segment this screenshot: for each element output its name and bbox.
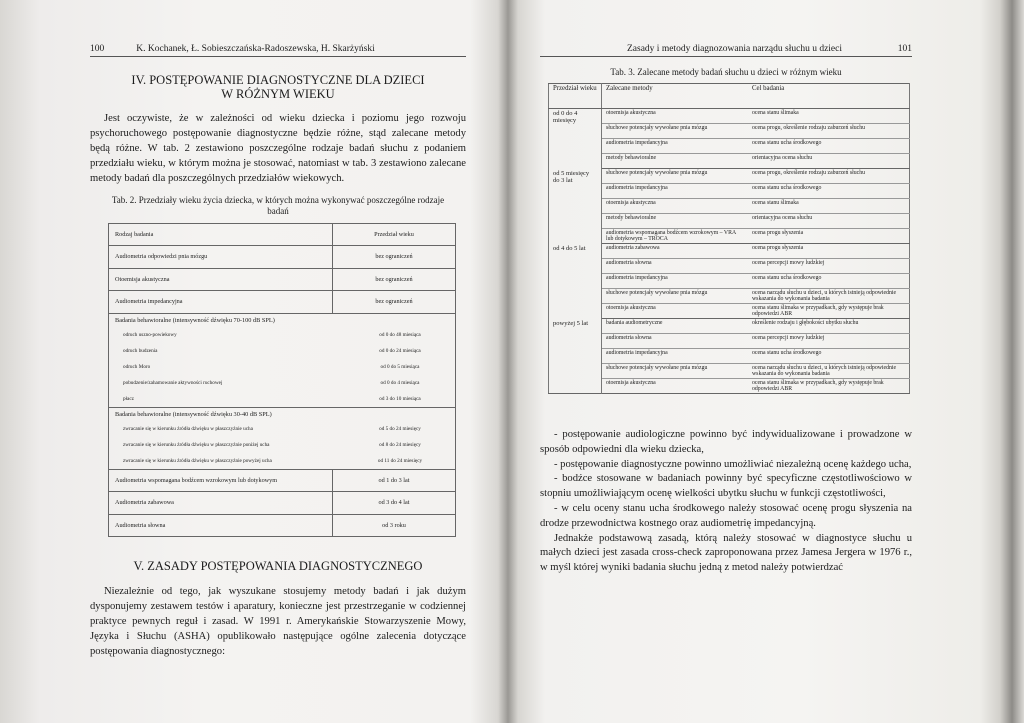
subrow-type: odruch uszno-powiekowy: [123, 331, 177, 338]
table-row: [549, 139, 910, 154]
table-cell-type: Audiometria odpowiedzi pnia mózgu: [109, 246, 333, 269]
table-cell-type: Otoemisja akustyczna: [109, 268, 333, 291]
left-page: [90, 44, 466, 659]
table-cell-goal: ocena percepcji mowy ludzkiej: [748, 259, 910, 274]
section-4-title-line1: IV. POSTĘPOWANIE DIAGNOSTYCZNE DLA DZIECI: [131, 73, 425, 87]
table-subrow: [109, 327, 455, 343]
table-row: [109, 268, 456, 291]
paragraph-principles: Niezależnie od tego, jak wyszukane stosujemy metody badań i jak dużym dysponujemy zestawem testów i aparatury, konieczne jest przestrzeganie w codziennej praktyce pewnych reguł i zasad. W 1991 r. Amerykańskie Stowarzyszenie Mowy, Języka i Słuchu (ASHA) opublikowało następujące ogólne zalecenia dotyczące postępowania diagnostycznego:: [90, 586, 466, 657]
list-item: - postępowanie audiologiczne powinno być indywidualizowane i prowadzone w sposób odpowiedni dla wieku dziecka,: [540, 429, 912, 455]
table-row: [549, 109, 910, 124]
table-subrow: [109, 421, 455, 437]
subrow-age: od 8 do 24 miesięcy: [379, 441, 421, 448]
table-3-header: [549, 84, 910, 109]
table-cell-method: audiometria zabawowa: [602, 244, 749, 259]
group-title: Badania behawioralne (intensywność dźwięku 70-100 dB SPL): [115, 316, 275, 324]
group-title: Badania behawioralne (intensywność dźwięku 30-40 dB SPL): [115, 410, 272, 418]
table-subrow: [109, 453, 455, 469]
table-subrow: [109, 359, 455, 375]
table-row: [109, 514, 456, 537]
table-cell-age: od 0 do 4 miesięcy: [549, 109, 602, 169]
table-cell-type: Audiometria wspomagana bodźcem wzrokowym lub dotykowym: [109, 469, 333, 492]
subrow-type: płacz: [123, 395, 134, 402]
table-cell-method: słuchowe potencjały wywołane pnia mózgu: [602, 289, 749, 304]
table-cell-goal: ocena stanu ucha środkowego: [748, 139, 910, 154]
table-cell-goal: ocena progu, określenie rodzaju zaburzeń słuchu: [748, 124, 910, 139]
table-cell-method: audiometria słowna: [602, 334, 749, 349]
table-cell-method: audiometria wspomagana bodźcem wzrokowym – VRA lub dotykowym – TROCA: [602, 229, 749, 244]
table-cell-age: od 1 do 3 lat: [333, 469, 456, 492]
table-cell-goal: orientacyjna ocena słuchu: [748, 214, 910, 229]
subrow-age: od 5 do 24 miesięcy: [379, 425, 421, 432]
table-row: [549, 334, 910, 349]
running-head-right: [540, 44, 912, 57]
table-cell-method: otoemisja akustyczna: [602, 379, 749, 394]
table-group-behavioral-quiet: [109, 407, 456, 469]
table-row: [549, 199, 910, 214]
table-row: [109, 291, 456, 314]
table-2-caption: Tab. 2. Przedziały wieku życia dziecka, w których można wykonywać poszczególne rodzaje badań: [111, 195, 445, 216]
subrow-age: od 0 do 5 miesiąca: [380, 363, 420, 370]
table-row: [549, 289, 910, 304]
table-cell-age: bez ograniczeń: [333, 268, 456, 291]
table-cell-method: badania audiometryczne: [602, 319, 749, 334]
table-cell-type: Audiometria słowna: [109, 514, 333, 537]
table-cell-goal: ocena narządu słuchu u dzieci, u których istnieją odpowiednie wskazania do wykonania badania: [748, 289, 910, 304]
table-cell-method: otoemisja akustyczna: [602, 199, 749, 214]
table-cell-goal: ocena progu, określenie rodzaju zaburzeń słuchu: [748, 169, 910, 184]
table-cell-type: Audiometria impedancyjna: [109, 291, 333, 314]
running-head-left: [90, 44, 466, 57]
table-cell-age: bez ograniczeń: [333, 246, 456, 269]
table-cell-type: Audiometria zabawowa: [109, 492, 333, 515]
table-subrow: [109, 343, 455, 359]
subrow-type: odruch Moro: [123, 363, 151, 370]
table-3-header-age: Przedział wieku: [549, 84, 602, 109]
table-cell-goal: ocena stanu ucha środkowego: [748, 274, 910, 289]
table-cell-goal: orientacyjna ocena słuchu: [748, 154, 910, 169]
table-row: [549, 319, 910, 334]
table-cell-method: otoemisja akustyczna: [602, 109, 749, 124]
table-cell-age: od 4 do 5 lat: [549, 244, 602, 319]
table-cell-goal: ocena stanu ucha środkowego: [748, 184, 910, 199]
table-cell-goal: ocena stanu ucha środkowego: [748, 349, 910, 364]
table-cell-goal: ocena narządu słuchu u dzieci, u których istnieją odpowiednie wskazania do wykonania badania: [748, 364, 910, 379]
subrow-age: od 3 do 10 miesiąca: [379, 395, 421, 402]
table-2: [108, 223, 456, 537]
table-cell-age: od 3 do 4 lat: [333, 492, 456, 515]
table-row: [549, 184, 910, 199]
table-cell-goal: określenie rodzaju i głębokości ubytku słuchu: [748, 319, 910, 334]
table-subrow: [109, 375, 455, 391]
table-row: [109, 246, 456, 269]
table-cell-goal: ocena percepcji mowy ludzkiej: [748, 334, 910, 349]
table-cell-method: audiometria impedancyjna: [602, 274, 749, 289]
right-page: [540, 44, 912, 576]
table-row: [109, 469, 456, 492]
subrow-type: zwracanie się w kierunku źródła dźwięku w płaszczyźnie powyżej ucha: [123, 457, 272, 464]
table-group-behavioral-loud: [109, 313, 456, 407]
table-cell-goal: ocena progu słyszenia: [748, 244, 910, 259]
table-row: [549, 229, 910, 244]
table-cell-age: powyżej 5 lat: [549, 319, 602, 394]
running-head-authors: K. Kochanek, Ł. Sobieszczańska-Radoszewska, H. Skarżyński: [136, 44, 375, 54]
table-row: [549, 259, 910, 274]
paragraph-intro: Jest oczywiste, że w zależności od wieku dziecka i poziomu jego rozwoju psychoruchowego postępowanie diagnostyczne będzie różne, stąd zalecane metody będą różne. W tab. 2 zestawiono poszczególne rodzaje badań słuchu z podaniem przedziału wieku, w którym można je stosować, natomiast w tab. 3 zestawiono zalecane metody badań dla poszczególnych przedziałów wiekowych.: [90, 113, 466, 184]
table-row: [549, 169, 910, 184]
section-5-title: V. ZASADY POSTĘPOWANIA DIAGNOSTYCZNEGO: [133, 559, 423, 573]
table-cell-goal: ocena stanu ślimaka: [748, 199, 910, 214]
table-row: [549, 364, 910, 379]
table-cell-age: od 5 miesięcy do 3 lat: [549, 169, 602, 244]
subrow-type: pobudzenie/zahamowanie aktywności ruchowej: [123, 379, 223, 386]
subrow-type: zwracanie się w kierunku źródła dźwięku w płaszczyźnie poniżej ucha: [123, 441, 270, 448]
table-row: [549, 274, 910, 289]
table-cell-age: bez ograniczeń: [333, 291, 456, 314]
table-row: [549, 154, 910, 169]
list-item: - bodźce stosowane w badaniach powinny być specyficzne częstotliwościowo w stopniu umożliwiającym ocenę wielkości ubytku słuchu w funkcji częstotliwości,: [540, 473, 912, 500]
table-row: [549, 379, 910, 394]
subrow-age: od 0 do 4 miesiąca: [380, 379, 420, 386]
table-cell-method: metody behawioralne: [602, 214, 749, 229]
table-3: [548, 83, 910, 394]
subrow-type: odruch budzenia: [123, 347, 158, 354]
table-2-header-age: Przedział wieku: [333, 224, 456, 246]
table-cell-method: audiometria impedancyjna: [602, 139, 749, 154]
table-row: [549, 349, 910, 364]
table-2-header-type: Rodzaj badania: [109, 224, 333, 246]
table-subrow: [109, 437, 455, 453]
table-3-header-methods: Zalecane metody: [602, 84, 749, 109]
table-cell-method: audiometria słowna: [602, 259, 749, 274]
table-cell-method: słuchowe potencjały wywołane pnia mózgu: [602, 364, 749, 379]
paragraph-cross-check: Jednakże podstawową zasadą, którą należy stosować w diagnostyce słuchu u małych dzieci jest zasada cross-check zaproponowana przez Jamesa Jergera w 1976 r., w myśl której wyniki badania słuchu jedną z metod należy potwierdzać: [540, 532, 912, 574]
table-subrow: [109, 391, 455, 407]
table-cell-method: audiometria impedancyjna: [602, 184, 749, 199]
table-row: [109, 492, 456, 515]
table-cell-method: audiometria impedancyjna: [602, 349, 749, 364]
table-row: [549, 214, 910, 229]
section-4-title-line2: W RÓŻNYM WIEKU: [221, 87, 335, 101]
table-group-row: [109, 407, 456, 469]
page-number-left: 100: [90, 44, 105, 54]
table-cell-age: od 3 roku: [333, 514, 456, 537]
subrow-age: od 11 do 24 miesięcy: [377, 457, 423, 464]
table-cell-goal: ocena progu słyszenia: [748, 229, 910, 244]
table-row: [549, 304, 910, 319]
table-cell-goal: ocena stanu ślimaka w przypadkach, gdy występuje brak odpowiedzi ABR: [748, 304, 910, 319]
list-item: - w celu oceny stanu ucha środkowego należy stosować ocenę progu słyszenia na drodze przewodnictwa kostnego oraz audiometrię impedancyjną.: [540, 502, 912, 529]
table-cell-goal: ocena stanu ślimaka w przypadkach, gdy występuje brak odpowiedzi ABR: [748, 379, 910, 394]
running-head-title: Zasady i metody diagnozowania narządu słuchu u dzieci: [627, 44, 842, 54]
table-cell-method: słuchowe potencjały wywołane pnia mózgu: [602, 124, 749, 139]
table-cell-method: słuchowe potencjały wywołane pnia mózgu: [602, 169, 749, 184]
table-row: [549, 244, 910, 259]
table-cell-method: otoemisja akustyczna: [602, 304, 749, 319]
list-item: - postępowanie diagnostyczne powinno umożliwiać niezależną ocenę każdego ucha,: [554, 458, 912, 470]
table-3-caption: Tab. 3. Zalecane metody badań słuchu u dzieci w różnym wieku: [610, 67, 842, 77]
subrow-age: od 0 do 48 miesiąca: [379, 331, 421, 338]
table-cell-goal: ocena stanu ślimaka: [748, 109, 910, 124]
subrow-type: zwracanie się w kierunku źródła dźwięku w płaszczyźnie ucha: [123, 425, 253, 432]
table-3-header-goal: Cel badania: [748, 84, 910, 109]
table-row: [549, 124, 910, 139]
recommendations-list: [540, 428, 912, 576]
page-number-right: 101: [897, 44, 912, 54]
subrow-age: od 0 do 24 miesiąca: [379, 347, 421, 354]
table-cell-method: metody behawioralne: [602, 154, 749, 169]
table-group-row: [109, 313, 456, 407]
